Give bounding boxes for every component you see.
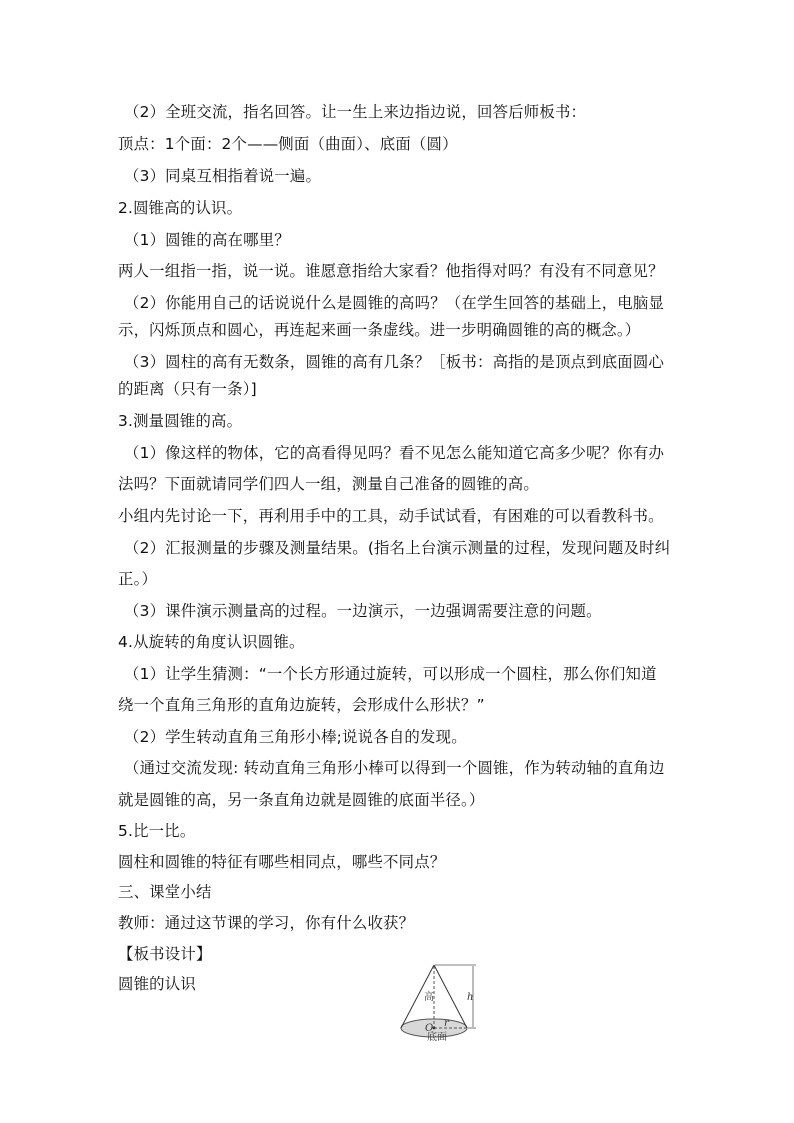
text-line-19: （1）让学生猜测：“一个长方形通过旋转，可以形成一个圆柱，那么你们知道 xyxy=(124,665,657,683)
base-label: 底面 xyxy=(427,1032,447,1043)
text-line-1: （2）全班交流，指名回答。让一生上来边指边说，回答后师板书： xyxy=(124,103,587,121)
section-heading-3: 3.测量圆锥的高。 xyxy=(118,412,243,430)
text-line-8: 示，闪烁顶点和圆心，再连起来画一条虚线。进一步明确圆锥的高的概念。） xyxy=(118,321,641,339)
cone-svg xyxy=(397,958,485,1046)
text-line-17: （3）课件演示测量高的过程。一边演示，一边强调需要注意的问题。 xyxy=(124,602,602,620)
text-line-21: （2）学生转动直角三角形小棒;说说各自的发现。 xyxy=(124,728,467,746)
section-heading-2: 2.圆锥高的认识。 xyxy=(118,199,243,217)
section-heading-5: 5.比一比。 xyxy=(118,822,196,840)
text-line-20: 绕一个直角三角形的直角边旋转，会形成什么形状？” xyxy=(118,696,485,714)
text-line-12: （1）像这样的物体，它的高看得见吗？看不见怎么能知道它高多少呢？你有办 xyxy=(124,444,665,462)
height-h-label: h xyxy=(467,992,474,1003)
center-label: O xyxy=(425,1023,434,1034)
board-title: 圆锥的认识 xyxy=(118,975,196,993)
text-line-2: 顶点：1个面：2个——侧面（曲面）、底面（圆） xyxy=(118,135,458,153)
height-chinese-label: 高 xyxy=(424,992,434,1003)
cone-right-side xyxy=(434,965,467,1028)
text-line-3: （3）同桌互相指着说一遍。 xyxy=(124,167,322,185)
text-line-25: 圆柱和圆锥的特征有哪些相同点，哪些不同点？ xyxy=(118,853,446,871)
text-line-16: 正。） xyxy=(118,570,158,588)
text-line-13: 法吗？下面就请同学们四人一组，测量自己准备的圆锥的高。 xyxy=(118,475,539,493)
section-heading-4: 4.从旋转的角度认识圆锥。 xyxy=(118,633,305,651)
text-line-22: （通过交流发现: 转动直角三角形小棒可以得到一个圆锥，作为转动轴的直角边 xyxy=(124,759,665,777)
text-line-9: （3）圆柱的高有无数条，圆锥的高有几条？［板书：高指的是顶点到底面圆心 xyxy=(124,353,665,371)
text-line-23: 就是圆锥的高，另一条直角边就是圆锥的底面半径。） xyxy=(118,791,485,809)
text-line-27: 教师：通过这节课的学习，你有什么收获？ xyxy=(118,914,415,932)
text-line-15: （2）汇报测量的步骤及测量结果。(指名上台演示测量的过程，发现问题及时纠 xyxy=(124,539,671,557)
cone-diagram xyxy=(397,958,485,1046)
text-line-14: 小组内先讨论一下，再利用手中的工具，动手试试看，有困难的可以看教科书。 xyxy=(118,507,664,525)
text-line-7: （2）你能用自己的话说说什么是圆锥的高吗？（在学生回答的基础上，电脑显 xyxy=(124,294,665,312)
text-line-10: 的距离（只有一条）] xyxy=(118,380,257,398)
text-line-6: 两人一组指一指，说一说。谁愿意指给大家看？他指得对吗？有没有不同意见？ xyxy=(118,262,664,280)
section-heading-summary: 三、课堂小结 xyxy=(118,883,212,901)
text-line-5: （1）圆锥的高在哪里？ xyxy=(124,231,290,249)
board-design-heading: 【板书设计】 xyxy=(118,945,212,963)
radius-label: r xyxy=(444,1018,449,1029)
